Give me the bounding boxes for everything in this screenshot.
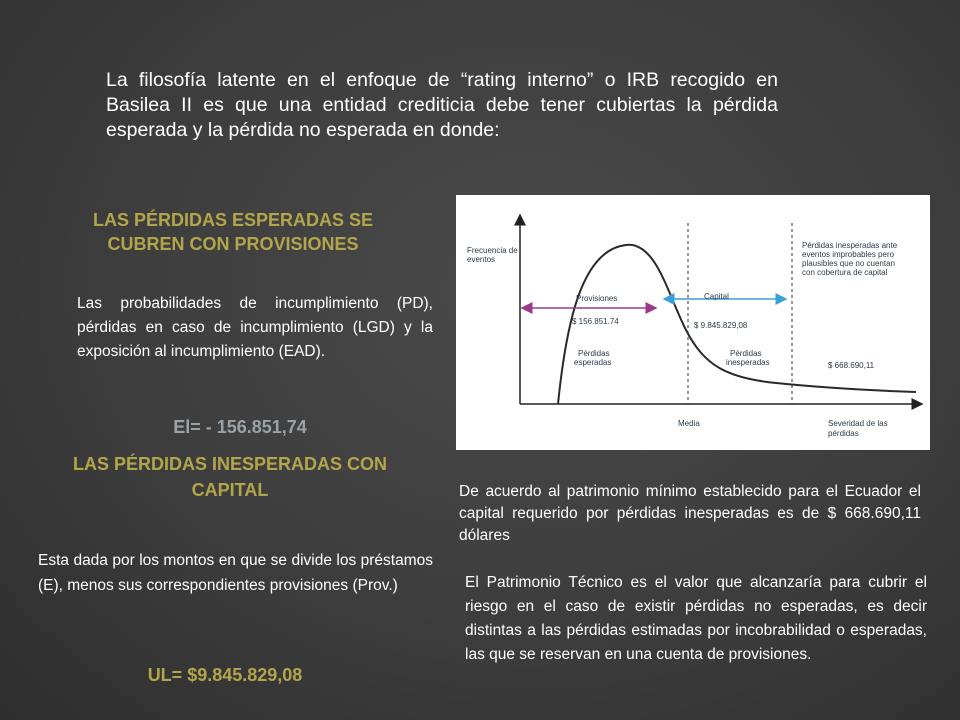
capital-label: Capital [704,292,729,301]
loss-distribution-diagram [456,195,930,450]
provisiones-value: $ 156.851.74 [572,317,619,326]
capital-value: $ 9.845.829,08 [694,321,748,330]
tail-value: $ 668.690,11 [828,361,875,370]
expected-loss-heading: LAS PÉRDIDAS ESPERADAS SE CUBREN CON PROVISIONES [92,210,374,254]
x-axis-label-1: Severidad de las [828,419,888,428]
expected-loss-formula: El= - 156.851,74 [173,417,307,437]
expected-loss-text: Las probabilidades de incumplimiento (PD), pérdidas en caso de incumplimiento (LGD) y la exposición al incumplimiento (EAD). [77,295,433,360]
technical-equity-text: El Patrimonio Técnico es el valor que alcanzaría para cubrir el riesgo en el caso de existir pérdidas no esperadas, es decir distintas a las pérdidas estimadas por incobrabilidad o esperadas, las que se reservan en una cuenta de provisiones. [465,574,927,663]
capital-requirement-text: De acuerdo al patrimonio mínimo establecido para el Ecuador el capital requerido por pérdidas inesperadas es de $ 668.690,11 dólares [459,483,921,544]
expected-loss-label-1: Pérdidas [578,349,610,358]
provisiones-label: Provisiones [576,294,618,303]
unexpected-loss-label-2: inesperadas [726,358,770,367]
unexpected-loss-heading: LAS PÉRDIDAS INESPERADAS CON CAPITAL [72,454,388,500]
tail-text-line-2: eventos improbables pero [802,250,895,259]
unexpected-loss-formula: UL= $9.845.829,08 [147,665,303,685]
y-axis-label-1: Frecuencia de [467,246,518,255]
unexpected-loss-text: Esta dada por los montos en que se divide los préstamos (E), menos sus correspondientes provisiones (Prov.) [38,552,433,594]
unexpected-loss-label-1: Pérdidas [730,349,762,358]
tail-text-line-4: con cobertura de capital [802,268,888,277]
tail-text-line-3: plausibles que no cuentan [802,259,895,268]
x-axis-label-2: pérdidas [828,429,859,438]
tail-text-line-1: Pérdidas inesperadas ante [802,241,898,250]
media-label: Media [678,419,700,428]
expected-loss-label-2: esperadas [574,358,612,367]
intro-paragraph: La filosofía latente en el enfoque de “rating interno” o IRB recogido en Basilea II es que una entidad crediticia debe tener cubiertas la pérdida esperada y la pérdida no esperada en donde: [106,69,778,141]
y-axis-label-2: eventos [467,255,496,264]
